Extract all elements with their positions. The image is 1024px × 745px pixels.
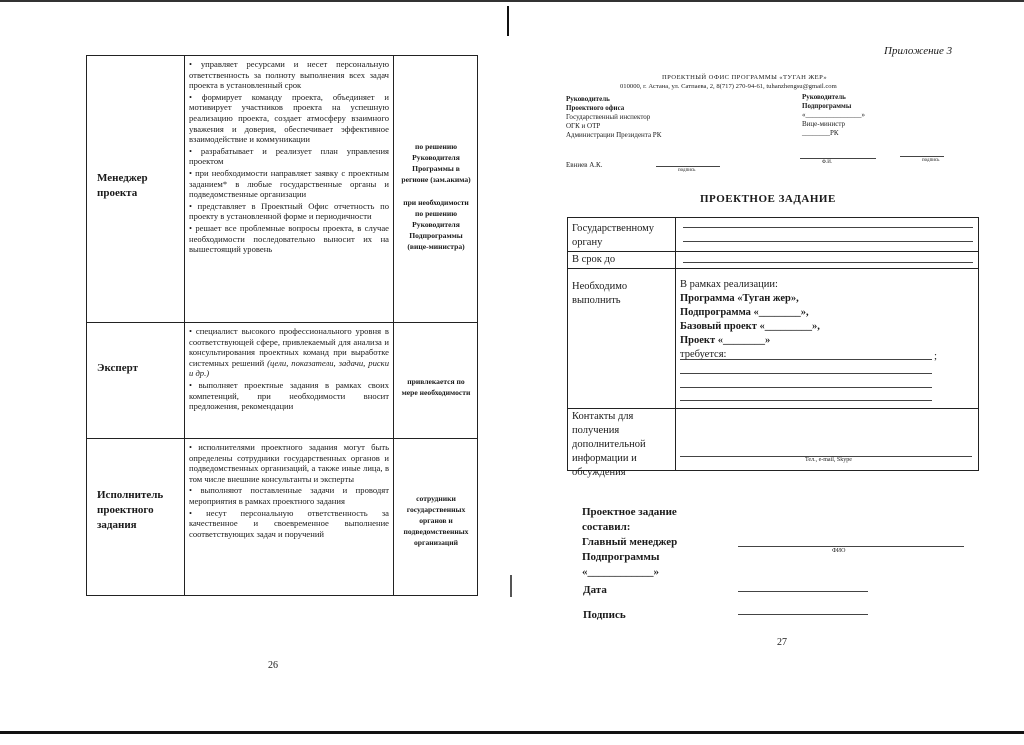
role-executor-duties: • исполнителями проектного задания могут быть определены сотрудники государственных органов и подведомственных организаций, а также иные лица, в том числе внешние консультанты и эксперты • выполняют поставленные задачи и проводят мероприятия в рамках проектного задания • несут персональную ответственность за качественное и своевременное выполнение соответствующих задач и поручений <box>189 442 389 539</box>
right-sign-caption-a: Ф.И. <box>822 160 833 165</box>
row-contacts-label: Контакты для получения дополнительной информации и обсуждения <box>572 411 646 478</box>
task-line-4 <box>680 400 932 401</box>
role-manager-duties: • управляет ресурсами и несет персональную ответственность за полноту выполнения всех задач проекта в установленный срок • формирует команду проекта, объединяет и мотивирует участников проекта на успешную реализацию проекта, создает атмосферу взаимного уважения и доверия, обеспечивает эффективное взаимодействие и коммуникации • разрабатывает и реализует план управления проектом • при необходимости направляет заявку с проектным заданием* в любые государственные органы и подведомственные организации • представляет в Проектный Офис отчетность по проекту в установленной форме и периодичности • решает все проблемные вопросы проекта, в случае необходимости последовательно выносит их на вышестоящий уровень <box>189 59 389 255</box>
signature-label: Подпись <box>583 609 626 621</box>
row-deadline-label: В срок до <box>572 254 616 265</box>
date-label: Дата <box>583 584 607 596</box>
role-manager-title: Менеджер проекта <box>97 172 148 199</box>
spine-line <box>507 6 509 36</box>
signer-name: Евниев А.К. <box>566 161 603 169</box>
header-left-block: Руководитель Проектного офиса Государственный инспектор ОГК и ОТР Администрации Президента РК <box>566 95 662 139</box>
header-right-block: Руководитель Подпрограммы «________________» Вице-министр ________РК <box>802 93 865 137</box>
role-executor-title: Исполнитель проектного задания <box>97 489 164 531</box>
scan-top-edge <box>0 0 1024 2</box>
fio-caption: ФИО <box>832 548 846 554</box>
right-signature-line-b <box>900 156 944 157</box>
task-line-1 <box>680 359 932 360</box>
page-number-left: 26 <box>268 660 278 671</box>
date-line <box>738 591 868 592</box>
roles-table <box>86 55 478 596</box>
signer-signature-line <box>656 166 720 167</box>
role-expert-duties: • специалист высокого профессионального уровня в соответствующей сфере, привлекаемый для анализа и консультирования проектных команд при выработке системных решений (цели, показатели, задачи, риски и др.) • выполняет проектные задания в рамках своих компетенций, при необходимости вносит предложения, рекомендации <box>189 326 389 412</box>
gov-organ-line-2 <box>683 241 973 242</box>
office-title: ПРОЕКТНЫЙ ОФИС ПРОГРАММЫ «ТУГАН ЖЕР» <box>662 74 828 81</box>
signature-line <box>738 614 868 615</box>
task-line-3 <box>680 387 932 388</box>
spine-line-lower <box>510 575 512 597</box>
signer-sign-caption: подпись <box>678 168 696 173</box>
office-address: 010000, г. Астана, ул. Сатпаева, 2, 8(717) 270-94-61, tuhanzhengsu@gmail.com <box>620 83 837 90</box>
project-task-table <box>567 217 979 478</box>
row-gov-organ-label: Государственному органу <box>572 223 655 248</box>
role-expert-authority: привлекается по мере необходимости <box>401 377 471 397</box>
page-number-right: 27 <box>777 637 787 648</box>
role-manager-authority: по решению Руководителя Программы в регионе (зам.акима) при необходимости по решению Руководителя Подпрограммы (вице-министра) <box>401 142 471 251</box>
role-expert-title: Эксперт <box>97 362 139 374</box>
task-line-semicolon: ; <box>934 350 938 362</box>
role-executor-authority: сотрудники государственных органов и подведомственных организаций <box>403 494 469 547</box>
deadline-line <box>683 262 973 263</box>
composed-by-block: Проектное задание составил: Главный менеджер Подпрограммы «____________» <box>582 506 678 578</box>
contacts-caption: Тел., e-mail, Skype <box>805 457 852 463</box>
row-task-label: Необходимо выполнить <box>572 281 628 306</box>
task-line-2 <box>680 373 932 374</box>
right-signature-line-a <box>800 158 876 159</box>
fio-line <box>738 546 964 547</box>
doc-title: ПРОЕКТНОЕ ЗАДАНИЕ <box>700 193 836 205</box>
right-sign-caption-b: подпись <box>922 158 940 163</box>
appendix-label: Приложение 3 <box>884 45 953 57</box>
gov-organ-line-1 <box>683 227 973 228</box>
task-description: В рамках реализации: Программа «Туган жер», Подпрограмма «________», Базовый проект «_________», Проект «________» требуется: <box>680 279 820 360</box>
scan-bottom-edge <box>0 731 1024 734</box>
